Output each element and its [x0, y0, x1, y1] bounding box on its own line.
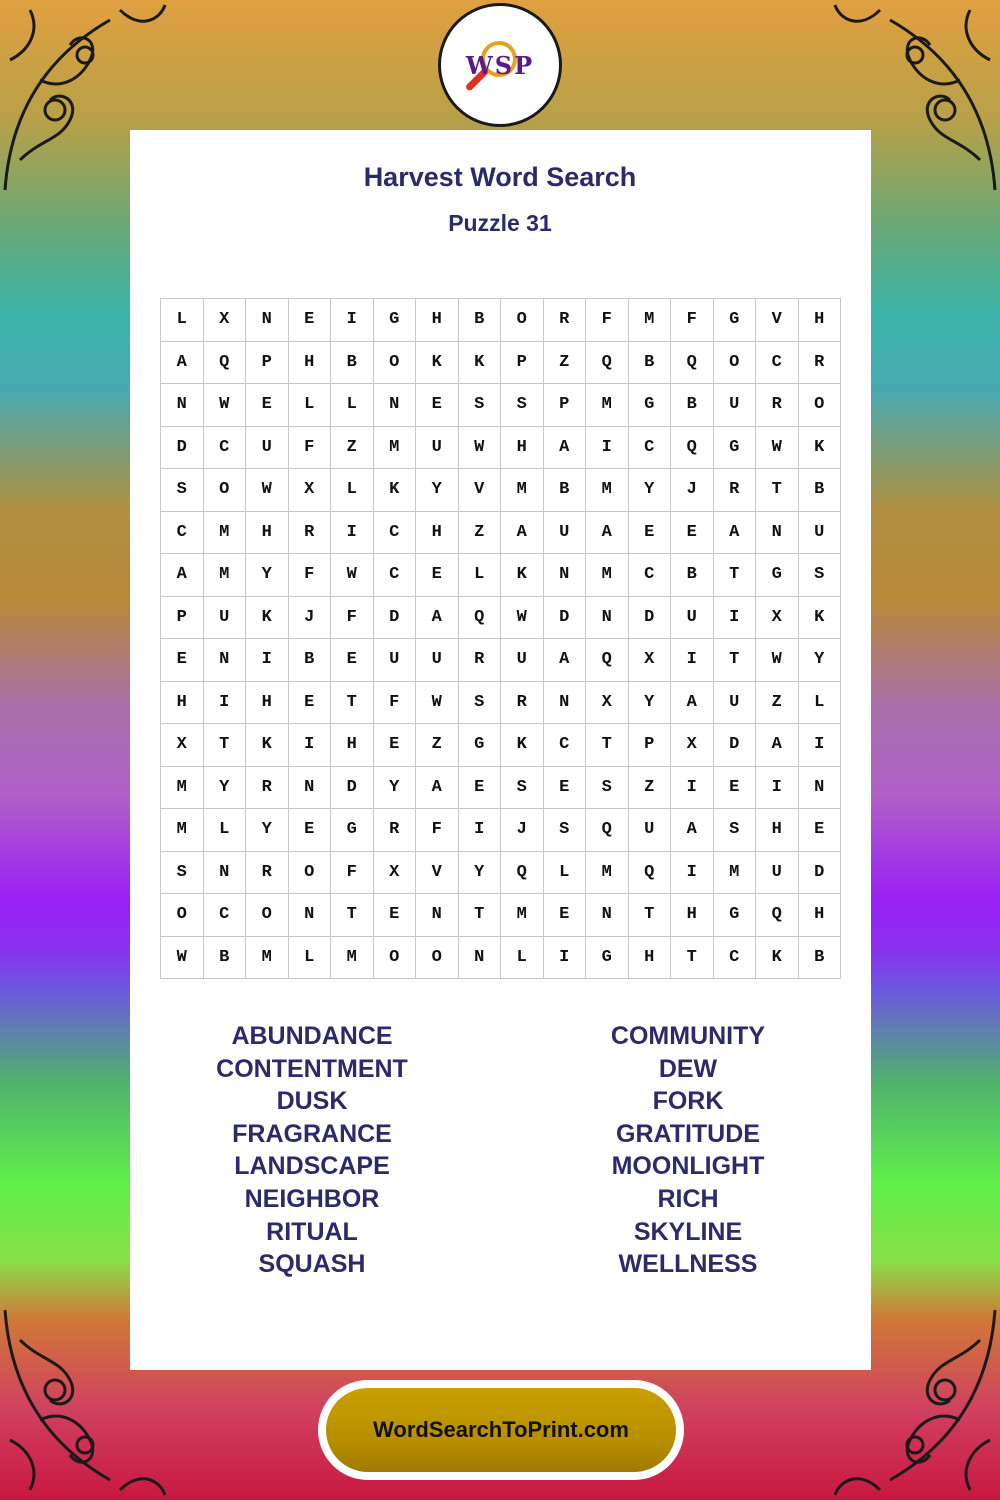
grid-cell[interactable]: T: [714, 639, 757, 682]
grid-cell[interactable]: H: [246, 512, 289, 555]
grid-cell[interactable]: C: [629, 554, 672, 597]
grid-cell[interactable]: D: [544, 597, 587, 640]
grid-cell[interactable]: X: [204, 299, 247, 342]
word-list-item: WELLNESS: [618, 1250, 758, 1279]
grid-cell[interactable]: K: [799, 597, 842, 640]
grid-cell[interactable]: C: [204, 427, 247, 470]
grid-cell[interactable]: E: [799, 809, 842, 852]
grid-cell[interactable]: A: [586, 512, 629, 555]
grid-cell[interactable]: U: [671, 597, 714, 640]
grid-cell[interactable]: L: [501, 937, 544, 980]
grid-cell[interactable]: Z: [459, 512, 502, 555]
grid-cell[interactable]: A: [671, 682, 714, 725]
grid-cell[interactable]: P: [501, 342, 544, 385]
word-list-item: DUSK: [276, 1087, 348, 1116]
grid-cell[interactable]: A: [544, 427, 587, 470]
grid-cell[interactable]: C: [204, 894, 247, 937]
grid-cell[interactable]: F: [671, 299, 714, 342]
grid-cell[interactable]: Y: [246, 809, 289, 852]
grid-cell[interactable]: U: [799, 512, 842, 555]
grid-cell[interactable]: O: [374, 342, 417, 385]
word-list-item: SQUASH: [258, 1250, 366, 1279]
grid-cell[interactable]: Y: [799, 639, 842, 682]
grid-cell[interactable]: B: [799, 469, 842, 512]
grid-cell[interactable]: B: [459, 299, 502, 342]
grid-cell[interactable]: X: [289, 469, 332, 512]
grid-cell[interactable]: U: [416, 427, 459, 470]
grid-cell[interactable]: M: [204, 512, 247, 555]
grid-cell[interactable]: E: [714, 767, 757, 810]
grid-cell[interactable]: U: [246, 427, 289, 470]
grid-cell[interactable]: D: [629, 597, 672, 640]
grid-cell[interactable]: U: [374, 639, 417, 682]
grid-cell[interactable]: X: [374, 852, 417, 895]
grid-cell[interactable]: K: [799, 427, 842, 470]
word-list-item: COMMUNITY: [610, 1022, 766, 1050]
grid-cell[interactable]: A: [756, 724, 799, 767]
grid-cell[interactable]: U: [416, 639, 459, 682]
word-list-item: LANDSCAPE: [234, 1152, 390, 1181]
grid-cell[interactable]: F: [331, 597, 374, 640]
grid-cell[interactable]: N: [544, 682, 587, 725]
grid-cell[interactable]: O: [246, 894, 289, 937]
grid-cell[interactable]: A: [161, 342, 204, 385]
page-title: Harvest Word Search: [363, 162, 637, 192]
grid-cell[interactable]: Z: [331, 427, 374, 470]
grid-cell[interactable]: O: [714, 342, 757, 385]
grid-cell[interactable]: R: [756, 384, 799, 427]
word-list-item: RITUAL: [266, 1217, 358, 1246]
grid-cell[interactable]: T: [204, 724, 247, 767]
grid-cell[interactable]: Q: [459, 597, 502, 640]
grid-cell[interactable]: I: [204, 682, 247, 725]
grid-cell[interactable]: M: [374, 427, 417, 470]
grid-cell[interactable]: R: [374, 809, 417, 852]
grid-cell[interactable]: R: [246, 767, 289, 810]
grid-cell[interactable]: A: [714, 512, 757, 555]
grid-cell[interactable]: I: [714, 597, 757, 640]
grid-cell[interactable]: A: [416, 767, 459, 810]
grid-cell[interactable]: X: [756, 597, 799, 640]
wsp-logo[interactable]: [438, 3, 562, 127]
grid-cell[interactable]: F: [586, 299, 629, 342]
grid-cell[interactable]: T: [629, 894, 672, 937]
grid-cell[interactable]: N: [289, 767, 332, 810]
grid-cell[interactable]: E: [374, 724, 417, 767]
grid-cell[interactable]: S: [544, 809, 587, 852]
grid-cell[interactable]: A: [544, 639, 587, 682]
grid-cell[interactable]: A: [416, 597, 459, 640]
grid-cell[interactable]: Y: [629, 682, 672, 725]
grid-cell[interactable]: F: [331, 852, 374, 895]
grid-cell[interactable]: F: [289, 554, 332, 597]
grid-cell[interactable]: N: [204, 852, 247, 895]
grid-cell[interactable]: S: [501, 767, 544, 810]
grid-cell[interactable]: T: [459, 894, 502, 937]
grid-cell[interactable]: R: [544, 299, 587, 342]
grid-cell[interactable]: K: [756, 937, 799, 980]
grid-cell[interactable]: G: [756, 554, 799, 597]
grid-cell[interactable]: N: [799, 767, 842, 810]
grid-cell[interactable]: C: [629, 427, 672, 470]
grid-cell[interactable]: U: [756, 852, 799, 895]
grid-cell[interactable]: H: [161, 682, 204, 725]
grid-cell[interactable]: Z: [416, 724, 459, 767]
grid-cell[interactable]: E: [629, 512, 672, 555]
grid-cell[interactable]: N: [161, 384, 204, 427]
grid-cell[interactable]: S: [586, 767, 629, 810]
grid-cell[interactable]: G: [459, 724, 502, 767]
grid-cell[interactable]: U: [544, 512, 587, 555]
grid-cell[interactable]: Q: [586, 809, 629, 852]
grid-cell[interactable]: A: [501, 512, 544, 555]
grid-cell[interactable]: Y: [204, 767, 247, 810]
grid-cell[interactable]: W: [161, 937, 204, 980]
grid-cell[interactable]: Y: [416, 469, 459, 512]
grid-cell[interactable]: R: [289, 512, 332, 555]
grid-cell[interactable]: I: [544, 937, 587, 980]
word-list-item: RICH: [657, 1184, 719, 1213]
grid-cell[interactable]: U: [714, 384, 757, 427]
grid-cell[interactable]: M: [501, 894, 544, 937]
grid-cell[interactable]: J: [289, 597, 332, 640]
grid-cell[interactable]: N: [586, 597, 629, 640]
grid-cell[interactable]: E: [416, 384, 459, 427]
grid-cell[interactable]: D: [374, 597, 417, 640]
grid-cell[interactable]: I: [671, 852, 714, 895]
grid-cell[interactable]: E: [544, 894, 587, 937]
grid-cell[interactable]: B: [629, 342, 672, 385]
grid-cell[interactable]: E: [331, 639, 374, 682]
grid-cell[interactable]: M: [714, 852, 757, 895]
grid-cell[interactable]: G: [714, 427, 757, 470]
grid-cell[interactable]: W: [416, 682, 459, 725]
grid-cell[interactable]: E: [289, 809, 332, 852]
grid-cell[interactable]: K: [374, 469, 417, 512]
grid-cell[interactable]: I: [671, 767, 714, 810]
grid-cell[interactable]: N: [246, 299, 289, 342]
grid-cell[interactable]: S: [714, 809, 757, 852]
word-list-item: SKYLINE: [633, 1217, 743, 1246]
grid-cell[interactable]: E: [289, 299, 332, 342]
grid-cell[interactable]: I: [799, 724, 842, 767]
grid-cell[interactable]: S: [459, 384, 502, 427]
grid-cell[interactable]: I: [671, 639, 714, 682]
grid-cell[interactable]: M: [586, 852, 629, 895]
grid-cell[interactable]: E: [544, 767, 587, 810]
grid-cell[interactable]: S: [799, 554, 842, 597]
grid-cell[interactable]: E: [671, 512, 714, 555]
grid-cell[interactable]: X: [671, 724, 714, 767]
grid-cell[interactable]: H: [416, 299, 459, 342]
grid-cell[interactable]: D: [161, 427, 204, 470]
grid-cell[interactable]: L: [289, 384, 332, 427]
grid-cell[interactable]: H: [289, 342, 332, 385]
grid-cell[interactable]: D: [799, 852, 842, 895]
word-list-left: [162, 1020, 462, 1281]
logo-text: WSP: [465, 51, 535, 80]
grid-cell[interactable]: Y: [629, 469, 672, 512]
grid-cell[interactable]: D: [714, 724, 757, 767]
grid-cell[interactable]: O: [416, 937, 459, 980]
word-list-right: [538, 1020, 838, 1281]
grid-cell[interactable]: Z: [629, 767, 672, 810]
grid-cell[interactable]: B: [544, 469, 587, 512]
grid-cell[interactable]: I: [331, 299, 374, 342]
grid-cell[interactable]: S: [459, 682, 502, 725]
grid-cell[interactable]: N: [374, 384, 417, 427]
grid-cell[interactable]: X: [586, 682, 629, 725]
grid-cell[interactable]: G: [629, 384, 672, 427]
grid-cell[interactable]: J: [671, 469, 714, 512]
grid-cell[interactable]: O: [204, 469, 247, 512]
grid-cell[interactable]: T: [756, 469, 799, 512]
website-button[interactable]: [318, 1380, 684, 1480]
grid-cell[interactable]: B: [671, 384, 714, 427]
grid-cell[interactable]: L: [289, 937, 332, 980]
letter-grid: [160, 298, 841, 979]
grid-cell[interactable]: T: [671, 937, 714, 980]
grid-cell[interactable]: T: [331, 894, 374, 937]
grid-cell[interactable]: O: [161, 894, 204, 937]
grid-cell[interactable]: M: [161, 767, 204, 810]
grid-cell[interactable]: I: [289, 724, 332, 767]
grid-cell[interactable]: E: [161, 639, 204, 682]
grid-cell[interactable]: M: [629, 299, 672, 342]
website-label: WordSearchToPrint.com: [326, 1388, 676, 1472]
grid-cell[interactable]: W: [204, 384, 247, 427]
grid-cell[interactable]: N: [756, 512, 799, 555]
grid-cell[interactable]: C: [714, 937, 757, 980]
word-list-item: DEW: [658, 1054, 718, 1083]
word-list-item: CONTENTMENT: [216, 1054, 408, 1083]
grid-cell[interactable]: U: [629, 809, 672, 852]
grid-cell[interactable]: X: [629, 639, 672, 682]
grid-cell[interactable]: M: [204, 554, 247, 597]
grid-cell[interactable]: I: [459, 809, 502, 852]
grid-cell[interactable]: S: [161, 852, 204, 895]
grid-cell[interactable]: F: [416, 809, 459, 852]
grid-cell[interactable]: R: [799, 342, 842, 385]
grid-cell[interactable]: Q: [586, 342, 629, 385]
grid-cell[interactable]: Q: [671, 427, 714, 470]
grid-cell[interactable]: Y: [459, 852, 502, 895]
grid-cell[interactable]: N: [289, 894, 332, 937]
grid-cell[interactable]: C: [756, 342, 799, 385]
grid-cell[interactable]: E: [459, 767, 502, 810]
grid-cell[interactable]: G: [331, 809, 374, 852]
grid-cell[interactable]: W: [459, 427, 502, 470]
grid-cell[interactable]: R: [246, 852, 289, 895]
grid-cell[interactable]: N: [416, 894, 459, 937]
grid-cell[interactable]: L: [331, 384, 374, 427]
grid-cell[interactable]: Z: [544, 342, 587, 385]
grid-cell[interactable]: B: [331, 342, 374, 385]
grid-cell[interactable]: I: [246, 639, 289, 682]
grid-cell[interactable]: E: [289, 682, 332, 725]
grid-cell[interactable]: M: [161, 809, 204, 852]
grid-cell[interactable]: E: [416, 554, 459, 597]
grid-cell[interactable]: W: [501, 597, 544, 640]
grid-cell[interactable]: O: [799, 384, 842, 427]
grid-cell[interactable]: R: [459, 639, 502, 682]
grid-cell[interactable]: L: [331, 469, 374, 512]
grid-cell[interactable]: H: [416, 512, 459, 555]
grid-cell[interactable]: G: [586, 937, 629, 980]
grid-cell[interactable]: M: [331, 937, 374, 980]
grid-cell[interactable]: T: [586, 724, 629, 767]
grid-cell[interactable]: N: [544, 554, 587, 597]
grid-cell[interactable]: Z: [756, 682, 799, 725]
grid-cell[interactable]: K: [459, 342, 502, 385]
grid-cell[interactable]: O: [289, 852, 332, 895]
grid-cell[interactable]: M: [586, 384, 629, 427]
grid-cell[interactable]: O: [501, 299, 544, 342]
grid-cell[interactable]: K: [501, 554, 544, 597]
grid-cell[interactable]: R: [501, 682, 544, 725]
grid-cell[interactable]: B: [289, 639, 332, 682]
grid-cell[interactable]: P: [544, 384, 587, 427]
grid-cell[interactable]: R: [714, 469, 757, 512]
grid-cell[interactable]: B: [799, 937, 842, 980]
grid-cell[interactable]: E: [374, 894, 417, 937]
grid-cell[interactable]: K: [246, 597, 289, 640]
grid-cell[interactable]: Q: [756, 894, 799, 937]
grid-cell[interactable]: O: [374, 937, 417, 980]
grid-cell[interactable]: W: [756, 639, 799, 682]
grid-cell[interactable]: Q: [586, 639, 629, 682]
grid-cell[interactable]: A: [161, 554, 204, 597]
grid-cell[interactable]: L: [204, 809, 247, 852]
grid-cell[interactable]: J: [501, 809, 544, 852]
grid-cell[interactable]: H: [246, 682, 289, 725]
grid-cell[interactable]: V: [756, 299, 799, 342]
grid-cell[interactable]: L: [161, 299, 204, 342]
grid-cell[interactable]: V: [459, 469, 502, 512]
grid-cell[interactable]: K: [246, 724, 289, 767]
grid-cell[interactable]: W: [246, 469, 289, 512]
grid-cell[interactable]: N: [459, 937, 502, 980]
grid-cell[interactable]: M: [246, 937, 289, 980]
word-list-item: MOONLIGHT: [611, 1152, 765, 1181]
word-list-item: NEIGHBOR: [244, 1184, 380, 1213]
grid-cell[interactable]: M: [586, 554, 629, 597]
grid-cell[interactable]: N: [204, 639, 247, 682]
grid-cell[interactable]: U: [204, 597, 247, 640]
grid-cell[interactable]: F: [374, 682, 417, 725]
grid-cell[interactable]: B: [671, 554, 714, 597]
grid-cell[interactable]: P: [629, 724, 672, 767]
grid-cell[interactable]: Y: [246, 554, 289, 597]
grid-cell[interactable]: U: [714, 682, 757, 725]
word-list-item: FORK: [652, 1087, 724, 1116]
word-list-item: GRATITUDE: [616, 1119, 760, 1148]
grid-cell[interactable]: S: [161, 469, 204, 512]
grid-cell[interactable]: H: [629, 937, 672, 980]
grid-cell[interactable]: F: [289, 427, 332, 470]
grid-cell[interactable]: M: [586, 469, 629, 512]
grid-cell[interactable]: N: [586, 894, 629, 937]
grid-cell[interactable]: H: [331, 724, 374, 767]
grid-cell[interactable]: S: [501, 384, 544, 427]
grid-cell[interactable]: Q: [629, 852, 672, 895]
grid-cell[interactable]: C: [374, 554, 417, 597]
grid-cell[interactable]: Q: [501, 852, 544, 895]
grid-cell[interactable]: C: [161, 512, 204, 555]
grid-cell[interactable]: T: [331, 682, 374, 725]
grid-cell[interactable]: W: [756, 427, 799, 470]
grid-cell[interactable]: I: [756, 767, 799, 810]
grid-cell[interactable]: L: [544, 852, 587, 895]
grid-cell[interactable]: T: [714, 554, 757, 597]
grid-cell[interactable]: P: [161, 597, 204, 640]
grid-cell[interactable]: H: [671, 894, 714, 937]
grid-cell[interactable]: X: [161, 724, 204, 767]
grid-cell[interactable]: G: [374, 299, 417, 342]
grid-cell[interactable]: V: [416, 852, 459, 895]
grid-cell[interactable]: A: [671, 809, 714, 852]
grid-cell[interactable]: Q: [671, 342, 714, 385]
grid-cell[interactable]: H: [501, 427, 544, 470]
grid-cell[interactable]: Q: [204, 342, 247, 385]
grid-cell[interactable]: L: [459, 554, 502, 597]
grid-cell[interactable]: G: [714, 299, 757, 342]
grid-cell[interactable]: I: [586, 427, 629, 470]
word-list-item: FRAGRANCE: [232, 1119, 392, 1148]
grid-cell[interactable]: I: [331, 512, 374, 555]
grid-cell[interactable]: H: [799, 299, 842, 342]
grid-cell[interactable]: B: [204, 937, 247, 980]
grid-cell[interactable]: D: [331, 767, 374, 810]
puzzle-number: Puzzle 31: [448, 210, 552, 236]
grid-cell[interactable]: K: [501, 724, 544, 767]
grid-cell[interactable]: H: [756, 809, 799, 852]
grid-cell[interactable]: K: [416, 342, 459, 385]
grid-cell[interactable]: W: [331, 554, 374, 597]
grid-cell[interactable]: U: [501, 639, 544, 682]
grid-cell[interactable]: E: [246, 384, 289, 427]
word-list-item: ABUNDANCE: [231, 1022, 393, 1050]
grid-cell[interactable]: C: [544, 724, 587, 767]
grid-cell[interactable]: G: [714, 894, 757, 937]
grid-cell[interactable]: C: [374, 512, 417, 555]
grid-cell[interactable]: Y: [374, 767, 417, 810]
grid-cell[interactable]: M: [501, 469, 544, 512]
grid-cell[interactable]: L: [799, 682, 842, 725]
grid-cell[interactable]: P: [246, 342, 289, 385]
grid-cell[interactable]: H: [799, 894, 842, 937]
